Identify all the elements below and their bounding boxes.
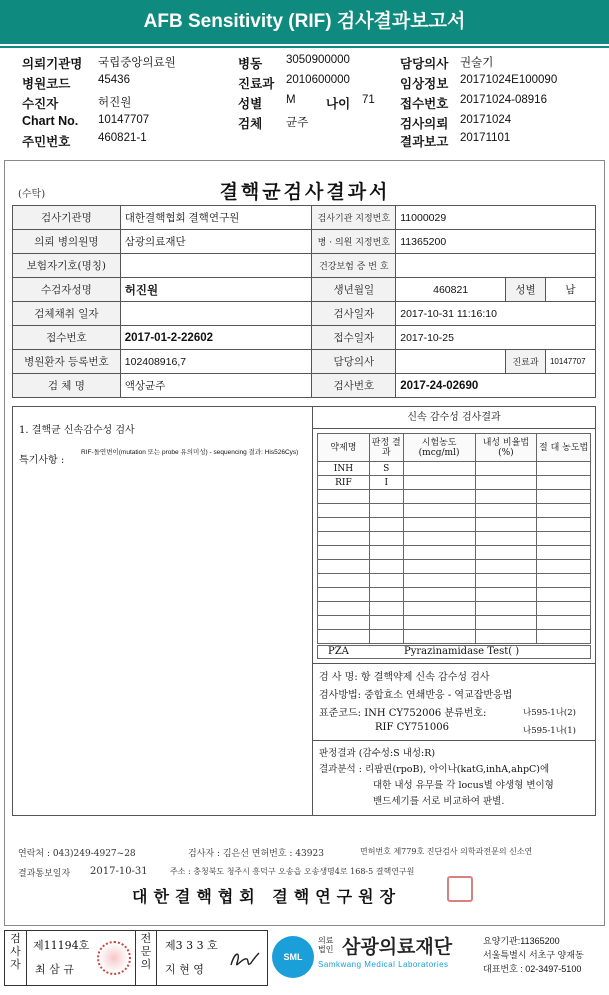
tester-name: 최 삼 규 <box>35 963 74 976</box>
doctor-doc-label: 담당의사 <box>312 350 396 374</box>
ward-label: 병동 <box>238 57 263 71</box>
method-name: 검 사 명: 항 결핵약제 신속 감수성 검사 <box>319 672 490 683</box>
insurance-card-label: 건강보험 증 번 호 <box>312 254 396 278</box>
accession-date-label: 접수일자 <box>312 326 396 350</box>
report-value: 20171101 <box>460 132 511 144</box>
judge-analysis-2: 대한 내성 유무를 각 locus별 야생형 변이형 <box>373 780 554 791</box>
patient-info <box>0 52 609 152</box>
table-row <box>318 476 591 490</box>
insurance-card-value <box>396 254 596 278</box>
lab-no-label: 검사기관 지정번호 <box>312 206 396 230</box>
accession-date-value: 2017-10-25 <box>396 326 596 350</box>
id-value: 460821-1 <box>98 132 147 144</box>
specialist-vlabel: 전문의 <box>135 931 157 985</box>
sml-logo-icon: SML <box>272 936 314 978</box>
result-section <box>12 406 596 816</box>
doctor-doc-value <box>396 350 506 374</box>
dept-doc-label: 진료과 <box>506 350 546 374</box>
special-text: RIF-돌연변이(mutation 또는 probe 유의미성) - sequencing 결과: His526Cys) <box>81 449 299 456</box>
tester-vlabel: 검사자 <box>5 931 27 985</box>
birth-value: 460821 <box>396 278 506 302</box>
report-label: 결과보고 <box>400 135 449 149</box>
sex-doc-value: 남 <box>545 278 595 302</box>
table-row <box>318 490 591 504</box>
signature-icon <box>227 947 263 973</box>
lab-no-value: 11000029 <box>396 206 596 230</box>
sex-value: M <box>286 94 296 106</box>
result-title: 신속 감수성 검사결과 <box>313 407 595 429</box>
section-title: 1. 결핵균 신속감수성 검사 <box>19 425 135 436</box>
insurer-value <box>120 254 312 278</box>
corp-code: 요양기관:11365200 <box>483 936 560 946</box>
age-label: 나이 <box>326 97 351 111</box>
chart-value: 10147707 <box>98 114 150 126</box>
corp-address: 서울특별시 서초구 양재동 <box>483 950 584 960</box>
address-text: 주소 : 충청북도 청주시 흥덕구 오송읍 오송생명4로 168-5 결핵연구원 <box>170 867 415 876</box>
method-procedure: 검사방법: 중합효소 연쇄반응 - 역교잡반응법 <box>319 690 513 701</box>
sensitivity-table <box>317 433 591 644</box>
dept-doc-value: 10147707 <box>545 350 595 374</box>
table-row <box>318 504 591 518</box>
corp-phone: 대표번호 : 02-3497-5100 <box>483 964 582 974</box>
tb-result-certificate <box>12 175 598 920</box>
signature-bar <box>0 930 609 995</box>
age-value: 71 <box>362 94 375 106</box>
accession-value: 2017-01-2-22602 <box>120 326 312 350</box>
dept-label: 진료과 <box>238 77 275 91</box>
license-text: 면허번호 제779호 진단검사 의학과전문의 신소연 <box>360 847 533 856</box>
col-result: 판정 결과 <box>369 434 403 462</box>
report-title: AFB Sensitivity (RIF) 검사결과보고서 <box>0 0 609 44</box>
specimen-value: 균주 <box>286 117 309 129</box>
id-label: 주민번호 <box>22 135 71 149</box>
signature-box <box>4 930 268 986</box>
corp-small-label: 의료 법인 <box>318 936 334 954</box>
test-date-value: 2017-10-31 11:16:10 <box>396 302 596 326</box>
lab-value: 대한결핵협회 결핵연구원 <box>120 206 312 230</box>
doctor-value: 권술기 <box>460 57 494 69</box>
rapid-result-panel <box>313 407 595 815</box>
insurer-label: 보험자기호(명칭) <box>13 254 121 278</box>
method-code-rif: RIF CY751006 <box>375 722 450 733</box>
pza-row <box>317 645 591 659</box>
table-row <box>318 602 591 616</box>
corp-name: 삼광의료재단 <box>342 937 453 958</box>
table-row <box>318 588 591 602</box>
certificate-footer <box>12 828 598 918</box>
judge-legend: 판정결과 (감수성:S 내성:R) <box>319 748 436 759</box>
test-date-label: 검사일자 <box>312 302 396 326</box>
corp-english-name: Samkwang Medical Laboratories <box>318 960 449 969</box>
remarks-panel <box>13 407 313 815</box>
institution-value: 국립중앙의료원 <box>98 57 176 69</box>
table-row <box>318 462 591 476</box>
issuing-org: 대한결핵협회 결핵연구원장 <box>132 887 402 906</box>
birth-label: 생년월일 <box>312 278 396 302</box>
org-seal-icon <box>447 876 473 902</box>
table-row <box>318 574 591 588</box>
notify-date-label: 결과통보일자 <box>18 869 71 879</box>
request-value: 20171024 <box>460 114 512 126</box>
collect-label: 검체채취 일자 <box>13 302 121 326</box>
method-block <box>313 663 595 741</box>
table-row <box>318 560 591 574</box>
doc-title: 결핵균검사결과서 <box>219 181 391 203</box>
table-row <box>318 616 591 630</box>
method-code-rif-class: 나595-1나(1) <box>523 726 576 736</box>
patient-reg-label: 병원환자 등록번호 <box>13 350 121 374</box>
hospital-code-value: 45436 <box>98 74 130 86</box>
tester-stamp-icon <box>97 941 131 975</box>
table-row <box>318 546 591 560</box>
req-value: 삼광의료재단 <box>120 230 312 254</box>
collect-value <box>120 302 312 326</box>
table-row <box>318 532 591 546</box>
patient-value: 허진원 <box>98 97 132 109</box>
tester-text: 검사자 : 김은선 면허번호 : 43923 <box>188 849 324 859</box>
specialist-name: 지 현 영 <box>165 963 204 976</box>
institution-label: 의뢰기관명 <box>22 57 83 71</box>
name-label: 수검자성명 <box>13 278 121 302</box>
exam-no-value: 2017-24-02690 <box>396 374 596 398</box>
method-code: 표준코드: INH CY752006 분류번호: <box>319 708 487 719</box>
col-absolute: 절 대 농도법 <box>537 434 591 462</box>
judge-analysis-1: 결과분석 : 리팜핀(rpoB), 아이나(katG,inhA,ahpC)에 <box>319 764 550 775</box>
col-conc: 시험농도 (mcg/ml) <box>403 434 475 462</box>
special-label: 특기사항 : <box>19 455 65 466</box>
doctor-label: 담당의사 <box>400 57 449 71</box>
req-no-value: 11365200 <box>396 230 596 254</box>
doc-tag: (수탁) <box>18 189 46 200</box>
dept-value: 2010600000 <box>286 74 350 86</box>
result-cell: S <box>369 462 403 476</box>
col-drug: 약제명 <box>318 434 370 462</box>
certificate-header-table <box>12 205 596 398</box>
clinical-value: 20171024E100090 <box>460 74 558 86</box>
notify-date-value: 2017-10-31 <box>90 866 148 877</box>
table-row <box>318 630 591 644</box>
specialist-no: 제3 3 3 호 <box>165 939 218 952</box>
name-value: 허진원 <box>120 278 312 302</box>
result-cell: I <box>369 476 403 490</box>
title-underline <box>0 44 609 48</box>
drug-cell: INH <box>318 462 370 476</box>
patient-reg-value: 102408916,7 <box>120 350 312 374</box>
exam-no-label: 검사번호 <box>312 374 396 398</box>
judge-analysis-3: 밴드세기를 서로 비교하여 판별. <box>373 796 505 807</box>
table-row <box>318 518 591 532</box>
sex-doc-label: 성별 <box>506 278 546 302</box>
accession-label: 접수번호 <box>13 326 121 350</box>
req-label: 의뢰 병의원명 <box>13 230 121 254</box>
sex-label: 성별 <box>238 97 263 111</box>
col-ratio: 내성 비율법(%) <box>475 434 537 462</box>
tester-no: 제11194호 <box>33 939 90 952</box>
req-no-label: 병 · 의원 지정번호 <box>312 230 396 254</box>
pza-text: Pyrazinamidase Test( ) <box>404 646 520 657</box>
specimen-doc-label: 검 체 명 <box>13 374 121 398</box>
chart-label: Chart No. <box>22 114 79 128</box>
drug-cell: RIF <box>318 476 370 490</box>
ward-value: 3050900000 <box>286 54 350 66</box>
lab-label: 검사기관명 <box>13 206 121 230</box>
phone-text: 연락처 : 043)249-4927~28 <box>18 849 136 859</box>
specimen-label: 검체 <box>238 117 263 131</box>
specimen-doc-value: 액상균주 <box>120 374 312 398</box>
receipt-value: 20171024-08916 <box>460 94 547 106</box>
pza-label: PZA <box>328 646 349 657</box>
request-label: 검사의뢰 <box>400 117 449 131</box>
receipt-label: 접수번호 <box>400 97 449 111</box>
clinical-label: 임상정보 <box>400 77 449 91</box>
patient-label: 수진자 <box>22 97 59 111</box>
judgement-block <box>313 741 595 815</box>
hospital-code-label: 병원코드 <box>22 77 71 91</box>
method-code-class: 나595-1나(2) <box>523 708 576 718</box>
